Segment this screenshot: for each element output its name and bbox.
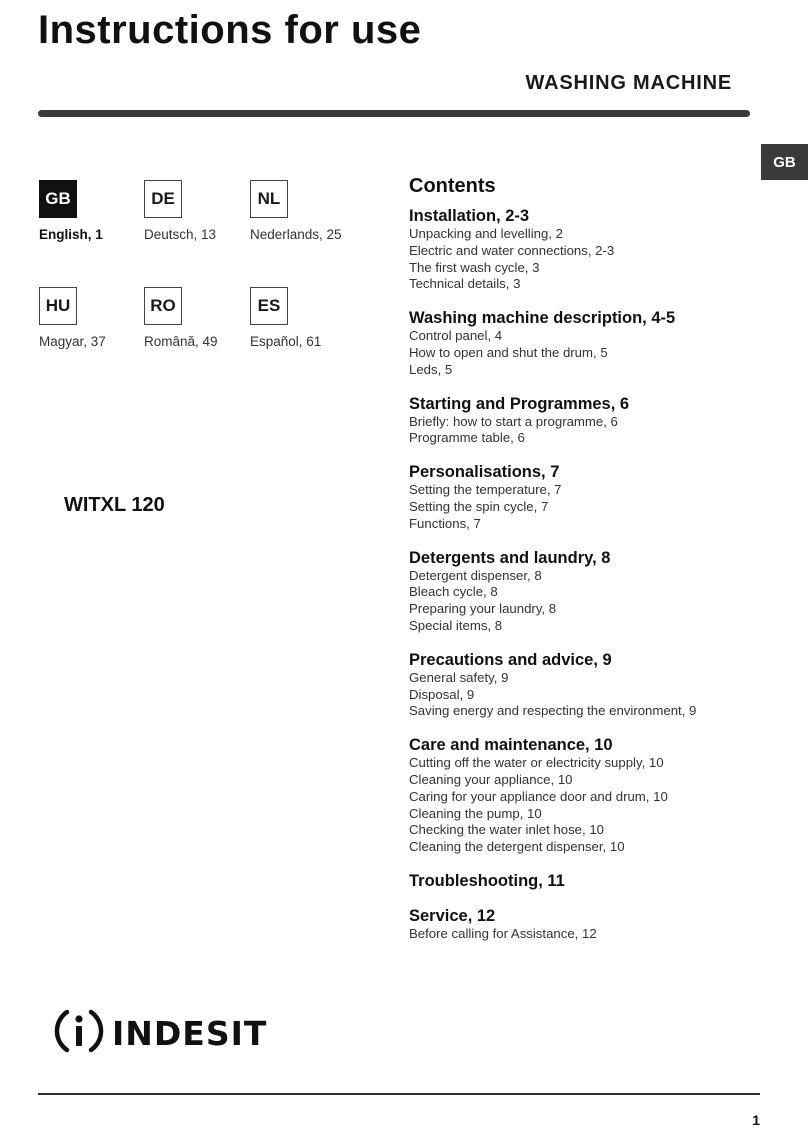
toc-item[interactable]: Technical details, 3 [409, 276, 521, 292]
toc-item[interactable]: Leds, 5 [409, 361, 453, 377]
toc-section-title[interactable]: Care and maintenance, 10 [409, 736, 613, 755]
toc-section-precautions [409, 650, 779, 720]
toc-section-troubleshooting [409, 871, 779, 891]
toc-item[interactable]: Bleach cycle, 8 [409, 584, 498, 600]
toc-section-personalisations [409, 462, 779, 532]
top-divider [38, 110, 750, 117]
product-type: WASHING MACHINE [525, 72, 732, 94]
toc-section-title[interactable]: Washing machine description, 4-5 [409, 309, 676, 328]
toc-item[interactable]: Control panel, 4 [409, 328, 503, 344]
model-number: WITXL 120 [64, 494, 165, 516]
language-code: HU [39, 287, 77, 325]
language-entry-gb[interactable] [39, 180, 139, 242]
table-of-contents [409, 174, 779, 958]
contents-heading: Contents [409, 175, 496, 197]
language-name: Español, 61 [250, 334, 322, 349]
brand-name: INDESIT [112, 1014, 268, 1053]
language-code: NL [250, 180, 288, 218]
language-entry-hu[interactable] [39, 287, 139, 349]
bottom-divider [38, 1093, 760, 1095]
toc-item[interactable]: How to open and shut the drum, 5 [409, 344, 608, 360]
toc-section-starting [409, 394, 779, 448]
toc-section-description [409, 308, 779, 378]
page-title: Instructions for use [38, 8, 422, 52]
toc-item[interactable]: Saving energy and respecting the environment, 9 [409, 703, 697, 719]
language-entry-ro[interactable] [144, 287, 244, 349]
toc-item[interactable]: Cutting off the water or electricity supply, 10 [409, 755, 664, 771]
toc-item[interactable]: Caring for your appliance door and drum, 10 [409, 788, 668, 804]
toc-item[interactable]: The first wash cycle, 3 [409, 259, 540, 275]
toc-section-title[interactable]: Troubleshooting, 11 [409, 871, 565, 890]
indesit-logo-icon [52, 1004, 106, 1063]
toc-item[interactable]: Before calling for Assistance, 12 [409, 925, 597, 941]
page-number: 1 [752, 1112, 760, 1128]
toc-item[interactable]: Cleaning the detergent dispenser, 10 [409, 839, 625, 855]
language-name: English, 1 [39, 227, 103, 242]
language-code: ES [250, 287, 288, 325]
toc-section-title[interactable]: Precautions and advice, 9 [409, 650, 612, 669]
toc-section-detergents [409, 548, 779, 635]
language-code: GB [39, 180, 77, 218]
brand-logo [52, 1004, 267, 1063]
toc-item[interactable]: Checking the water inlet hose, 10 [409, 822, 604, 838]
toc-item[interactable]: Detergent dispenser, 8 [409, 567, 542, 583]
toc-section-title[interactable]: Personalisations, 7 [409, 463, 560, 482]
toc-section-installation [409, 206, 779, 293]
language-name: Deutsch, 13 [144, 227, 217, 242]
language-code: DE [144, 180, 182, 218]
language-entry-es[interactable] [250, 287, 350, 349]
toc-section-title[interactable]: Service, 12 [409, 906, 496, 925]
language-name: Magyar, 37 [39, 334, 106, 349]
language-code: RO [144, 287, 182, 325]
language-side-tab: GB [761, 144, 808, 180]
toc-section-title[interactable]: Detergents and laundry, 8 [409, 548, 611, 567]
language-name: Nederlands, 25 [250, 227, 342, 242]
language-name: Română, 49 [144, 334, 218, 349]
toc-item[interactable]: Electric and water connections, 2-3 [409, 242, 615, 258]
toc-item[interactable]: Functions, 7 [409, 515, 481, 531]
toc-item[interactable]: Programme table, 6 [409, 430, 525, 446]
toc-item[interactable]: Cleaning your appliance, 10 [409, 771, 573, 787]
toc-item[interactable]: General safety, 9 [409, 669, 509, 685]
language-entry-nl[interactable] [250, 180, 350, 242]
toc-item[interactable]: Briefly: how to start a programme, 6 [409, 413, 618, 429]
language-entry-de[interactable] [144, 180, 244, 242]
toc-item[interactable]: Disposal, 9 [409, 686, 475, 702]
toc-section-care [409, 735, 779, 856]
toc-item[interactable]: Setting the spin cycle, 7 [409, 498, 549, 514]
toc-section-title[interactable]: Installation, 2-3 [409, 207, 530, 225]
toc-section-title[interactable]: Starting and Programmes, 6 [409, 394, 630, 413]
toc-item[interactable]: Unpacking and levelling, 2 [409, 226, 563, 241]
toc-section-service [409, 906, 779, 943]
toc-item[interactable]: Setting the temperature, 7 [409, 482, 562, 498]
toc-item[interactable]: Cleaning the pump, 10 [409, 805, 542, 821]
toc-item[interactable]: Preparing your laundry, 8 [409, 601, 557, 617]
toc-item[interactable]: Special items, 8 [409, 617, 503, 633]
